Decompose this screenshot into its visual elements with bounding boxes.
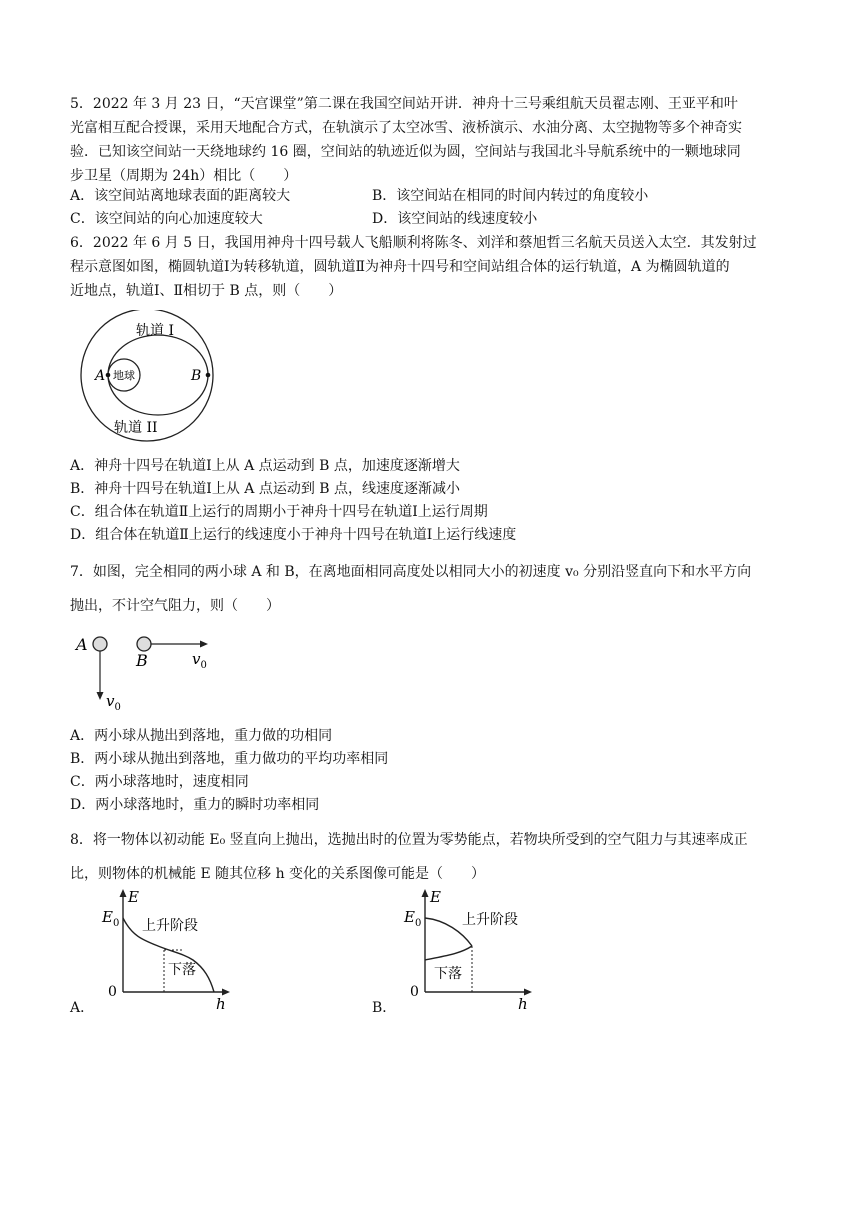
label-b: B xyxy=(136,651,148,670)
orbit-2-label: 轨道 II xyxy=(114,420,158,436)
graph-b-origin: 0 xyxy=(410,984,419,1000)
graph-a xyxy=(98,888,238,1013)
q6-line-3: 近地点，轨道Ⅰ、Ⅱ相切于 B 点，则（ ） xyxy=(70,283,343,299)
graph-a-origin: 0 xyxy=(108,984,117,1000)
graph-b-e0-label: $E_0$ xyxy=(404,908,422,929)
graph-a-fall-label: 下落 xyxy=(168,962,196,978)
q5-line-4: 步卫星（周期为 24h）相比（ ） xyxy=(70,168,298,184)
q7-line-1: 7．如图，完全相同的两小球 A 和 B，在离地面相同高度处以相同大小的初速度 v₀ 分别沿竖直向下和水平方向 xyxy=(70,564,752,580)
velocity-label-b: $v_0$ xyxy=(192,650,207,671)
q6-option-d: D．组合体在轨道Ⅱ上运行的线速度小于神舟十四号在轨道Ⅰ上运行线速度 xyxy=(70,527,517,543)
question-6 xyxy=(70,231,792,303)
graph-a-rise-label: 上升阶段 xyxy=(142,918,198,934)
graph-b-option-label: B． xyxy=(372,1000,397,1016)
graph-a-h-label: h xyxy=(216,995,226,1013)
point-a-label: A xyxy=(95,368,106,384)
orbit-diagram xyxy=(74,310,224,450)
q8-line-2: 比，则物体的机械能 E 随其位移 h 变化的关系图像可能是（ ） xyxy=(70,866,486,882)
projectile-diagram xyxy=(72,628,222,713)
graph-b xyxy=(400,888,540,1013)
velocity-label-a: $v_0$ xyxy=(106,692,121,713)
q5-option-a: A．该空间站离地球表面的距离较大 xyxy=(70,188,291,204)
graph-a-e-label: E xyxy=(128,888,139,906)
q5-option-b: B．该空间站在相同的时间内转过的角度较小 xyxy=(372,188,649,204)
point-b-dot xyxy=(206,373,211,378)
point-b-label: B xyxy=(191,368,202,384)
q8-line-1: 8．将一物体以初动能 E₀ 竖直向上抛出，选抛出时的位置为零势能点，若物块所受到的空气阻力与其速率成正 xyxy=(70,832,748,848)
q5-line-2: 光富相互配合授课，采用天地配合方式，在轨演示了太空冰雪、液桥演示、水油分离、太空抛物等多个神奇实 xyxy=(70,120,742,136)
graph-b-h-label: h xyxy=(518,995,528,1013)
arrow-a-head xyxy=(97,692,104,700)
q7-option-a: A．两小球从抛出到落地，重力做的功相同 xyxy=(70,728,333,744)
graph-b-e-label: E xyxy=(430,888,441,906)
q6-option-a: A．神舟十四号在轨道Ⅰ上从 A 点运动到 B 点，加速度逐渐增大 xyxy=(70,458,460,474)
earth-label: 地球 xyxy=(113,369,135,382)
graph-a-e-arrow xyxy=(120,889,127,897)
q6-line-2: 程示意图如图，椭圆轨道Ⅰ为转移轨道，圆轨道Ⅱ为神舟十四号和空间站组合体的运行轨道，A 为椭圆轨道的 xyxy=(70,259,730,275)
question-7 xyxy=(70,555,792,623)
graph-b-fall-label: 下落 xyxy=(434,966,462,982)
q7-line-2: 抛出，不计空气阻力，则（ ） xyxy=(70,598,280,614)
orbit-1-label: 轨道 I xyxy=(136,323,174,339)
ball-b xyxy=(137,637,151,651)
arrow-b-head xyxy=(200,641,208,648)
q5-line-1: 5．2022 年 3 月 23 日，“天宫课堂”第二课在我国空间站开讲．神舟十三号乘组航天员翟志刚、王亚平和叶 xyxy=(70,96,738,112)
graph-b-e-arrow xyxy=(422,889,429,897)
ball-a xyxy=(93,637,107,651)
q5-option-d: D．该空间站的线速度较小 xyxy=(372,211,538,227)
q5-line-3: 验．已知该空间站一天绕地球约 16 圈，空间站的轨迹近似为圆，空间站与我国北斗导航系统中的一颗地球同 xyxy=(70,144,741,160)
graph-b-fall-curve xyxy=(425,946,472,960)
q6-option-b: B．神舟十四号在轨道Ⅰ上从 A 点运动到 B 点，线速度逐渐减小 xyxy=(70,481,461,497)
q6-line-1: 6．2022 年 6 月 5 日，我国用神舟十四号载人飞船顺利将陈冬、刘洋和蔡旭哲三名航天员送入太空．其发射过 xyxy=(70,235,757,251)
q6-option-c: C．组合体在轨道Ⅱ上运行的周期小于神舟十四号在轨道Ⅰ上运行周期 xyxy=(70,504,488,520)
question-5 xyxy=(70,92,792,188)
graph-a-e0-label: $E_0$ xyxy=(102,908,120,929)
label-a: A xyxy=(76,635,88,654)
q7-option-b: B．两小球从抛出到落地，重力做功的平均功率相同 xyxy=(70,751,389,767)
graph-b-rise-label: 上升阶段 xyxy=(462,912,518,928)
q7-option-d: D．两小球落地时，重力的瞬时功率相同 xyxy=(70,797,320,813)
graph-a-option-label: A． xyxy=(70,1000,95,1016)
q7-option-c: C．两小球落地时，速度相同 xyxy=(70,774,249,790)
q5-option-c: C．该空间站的向心加速度较大 xyxy=(70,211,263,227)
point-a-dot xyxy=(106,373,111,378)
question-8 xyxy=(70,823,792,891)
